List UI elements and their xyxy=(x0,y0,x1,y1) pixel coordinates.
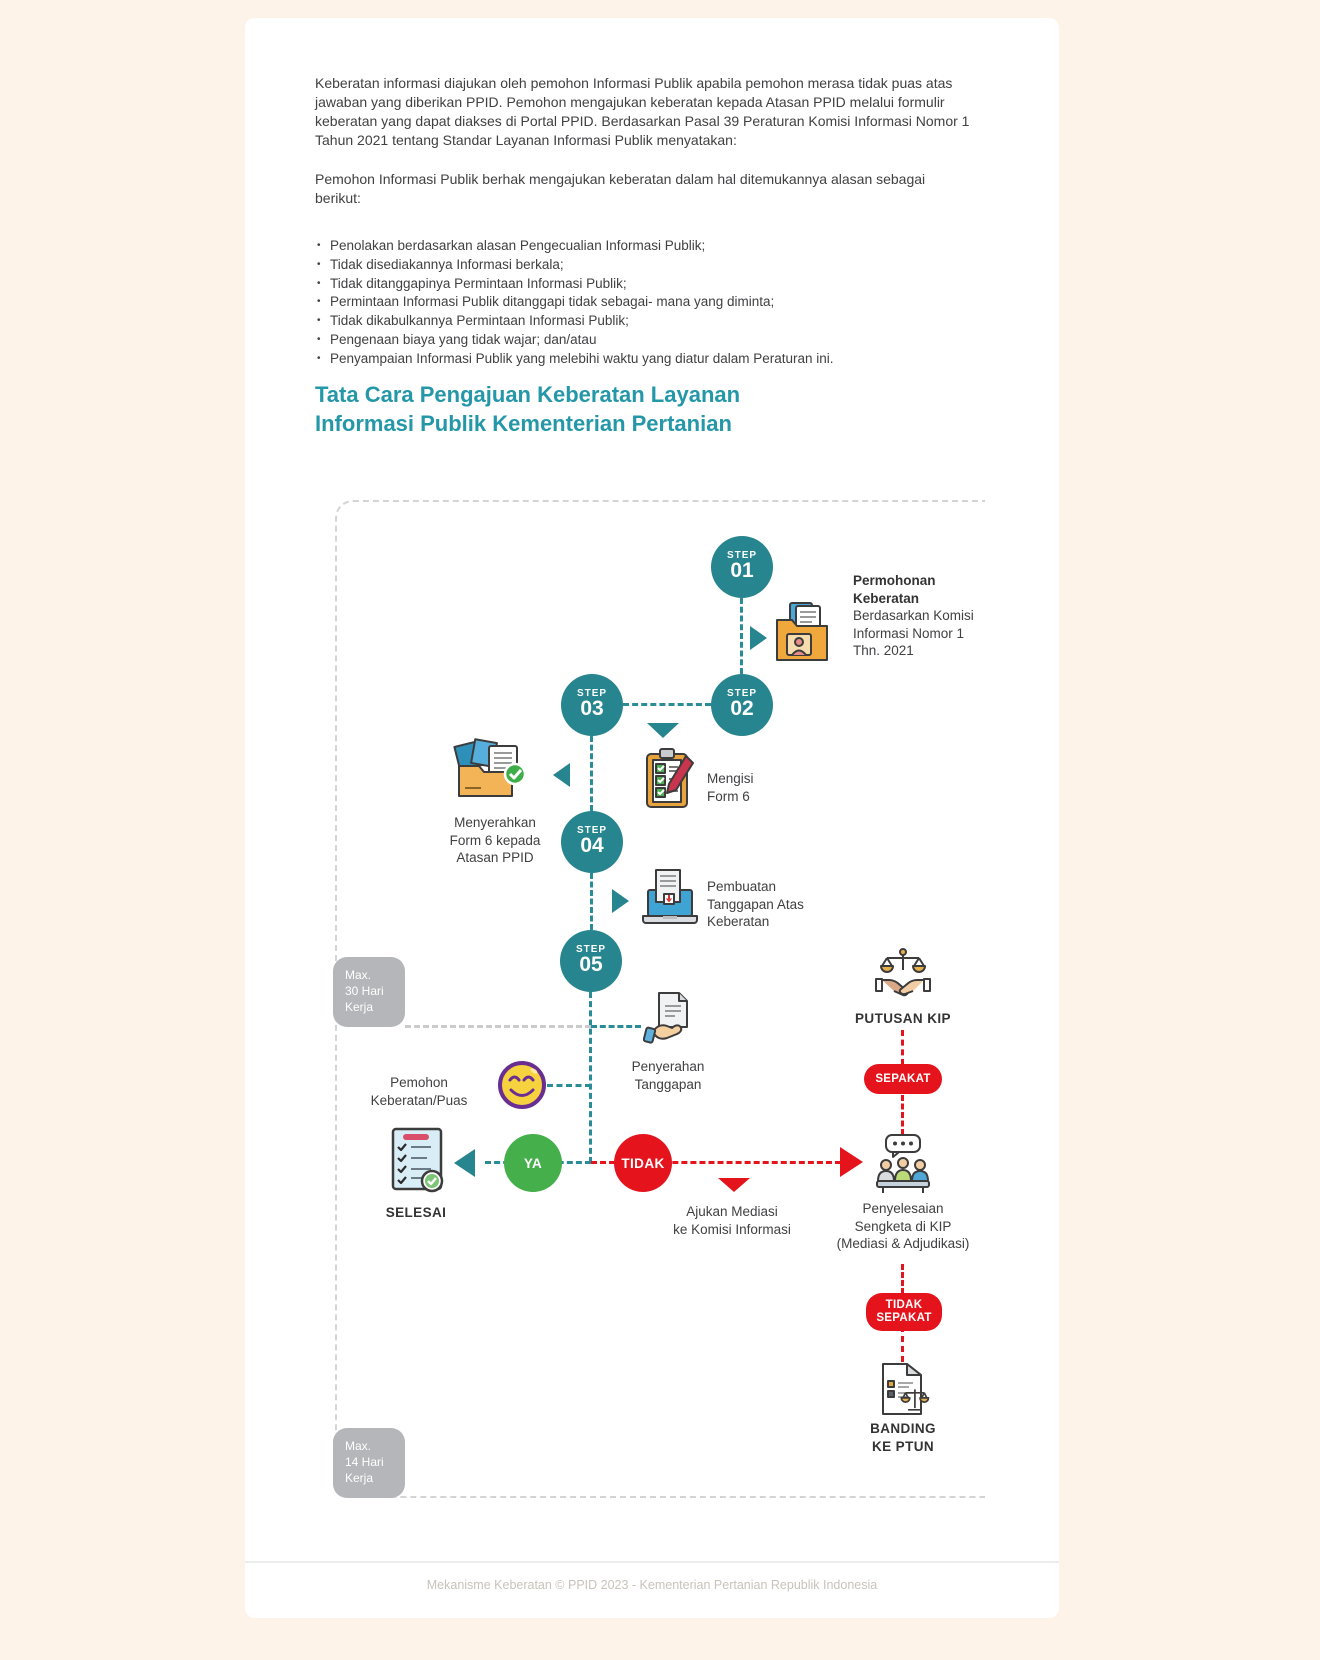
arrow-right-icon xyxy=(750,626,767,650)
label-line: (Mediasi & Adjudikasi) xyxy=(836,1236,970,1251)
intro-paragraph: Keberatan informasi diajukan oleh pemohon Informasi Publik apabila pemohon merasa tidak puas atas jawaban yang diberikan PPID. Pemohon mengajukan keberatan kepada Atasan PPID melalui formulir keberatan yang dapat diakses di Portal PPID. Berdasarkan Pasal 39 Peraturan Komisi Informasi Nomor 1 Tahun 2021 tentang Standar Layanan Informasi Publik menyatakan: xyxy=(315,75,970,148)
badge-line: Max. xyxy=(345,1439,372,1453)
step-circle-01 xyxy=(711,536,773,598)
label-line: Keberatan/Puas xyxy=(370,1092,468,1108)
duration-badge-30-days xyxy=(333,957,405,1027)
connector-step3-step4 xyxy=(590,736,593,811)
reason-item: • Penyampaian Informasi Publik yang melebihi waktu yang diatur dalam Peraturan ini. xyxy=(315,350,975,369)
label-line: Pemohon xyxy=(390,1075,448,1090)
label-line: Berdasarkan Komisi xyxy=(853,608,974,623)
reason-item: • Tidak dikabulkannya Permintaan Informasi Publik; xyxy=(315,312,975,331)
step-number: 02 xyxy=(730,697,754,720)
connector-hand xyxy=(591,1025,641,1028)
connector-step5-decision xyxy=(589,992,592,1163)
scales-handshake-icon xyxy=(874,946,932,1009)
connector-smiley xyxy=(547,1084,591,1087)
footer-text: Mekanisme Keberatan © PPID 2023 - Kementerian Pertanian Republik Indonesia xyxy=(426,1578,878,1592)
section-heading xyxy=(315,380,740,438)
step-number: 03 xyxy=(580,697,604,720)
arrow-down-red-icon xyxy=(718,1178,750,1192)
badge-line: Max. xyxy=(345,968,372,982)
connector-putusan-sepakat xyxy=(901,1030,904,1065)
label-line: Pembuatan xyxy=(707,879,777,894)
arrow-right-icon xyxy=(612,889,629,913)
badge-line: 14 Hari xyxy=(345,1455,384,1469)
badge-line: Kerja xyxy=(345,1000,374,1014)
banding-label xyxy=(843,1420,963,1455)
step5-label xyxy=(608,1058,728,1093)
duration-badge-14-days xyxy=(333,1428,405,1498)
connector-step1-step2 xyxy=(740,598,743,674)
badge-line: SEPAKAT xyxy=(876,1312,932,1324)
rights-paragraph: Pemohon Informasi Publik berhak mengajukan keberatan dalam hal ditemukannya alasan sebagai berikut: xyxy=(315,171,926,206)
label-line: KE PTUN xyxy=(871,1438,935,1454)
label-line: Sengketa di KIP xyxy=(854,1218,952,1234)
footer-divider xyxy=(245,1561,1059,1563)
label-line: BANDING xyxy=(870,1421,936,1436)
label-line: Permohonan xyxy=(853,573,936,588)
reason-item: • Pengenaan biaya yang tidak wajar; dan/atau xyxy=(315,331,975,350)
badge-line: 30 Hari xyxy=(345,984,384,998)
mediation-meeting-icon xyxy=(873,1133,933,1200)
laptop-response-icon xyxy=(641,868,699,933)
label-line: Menyerahkan xyxy=(454,815,536,830)
label-line: Thn. 2021 xyxy=(853,643,914,658)
label-line: Informasi Nomor 1 xyxy=(853,625,965,641)
putusan-label: PUTUSAN KIP xyxy=(855,1011,951,1026)
reason-item: • Tidak ditanggapinya Permintaan Informasi Publik; xyxy=(315,275,975,294)
reason-item: • Penolakan berdasarkan alasan Pengecualian Informasi Publik; xyxy=(315,237,975,256)
label-line: Atasan PPID xyxy=(456,850,534,865)
decision-ya: YA xyxy=(504,1134,562,1192)
decision-tidak: TIDAK xyxy=(614,1134,672,1192)
heading-line-1: Tata Cara Pengajuan Keberatan Layanan xyxy=(315,382,741,407)
arrow-left-icon xyxy=(454,1149,475,1177)
step-circle-05 xyxy=(560,930,622,992)
connector-badge30 xyxy=(405,1025,591,1028)
step-circle-03 xyxy=(561,674,623,736)
step-number: 04 xyxy=(580,834,604,857)
label-line: Keberatan xyxy=(707,914,770,929)
smiley-icon xyxy=(496,1059,548,1116)
connector-kip-tidaksepakat xyxy=(901,1264,904,1294)
selesai-label: SELESAI xyxy=(385,1205,447,1220)
court-appeal-icon xyxy=(875,1360,931,1423)
label-line: Ajukan Mediasi xyxy=(686,1204,778,1219)
step-word: STEP xyxy=(726,550,758,561)
reason-item: • Tidak disediakannya Informasi berkala; xyxy=(315,256,975,275)
reasons-list xyxy=(315,237,975,369)
step-word: STEP xyxy=(576,825,608,836)
page-card xyxy=(245,18,1059,1618)
label-line: Tanggapan Atas xyxy=(707,896,804,912)
connector-sepakat-kip xyxy=(901,1095,904,1135)
heading-line-2: Informasi Publik Kementerian Pertanian xyxy=(315,411,732,436)
step2-label xyxy=(707,770,754,805)
tidak-sepakat-badge xyxy=(866,1293,942,1331)
checklist-form-icon xyxy=(643,746,695,815)
connector-step4-step5 xyxy=(590,873,593,930)
step4-label xyxy=(707,878,804,931)
folder-application-icon xyxy=(773,600,831,669)
step-word: STEP xyxy=(575,944,607,955)
step1-label xyxy=(853,572,974,660)
submit-folder-icon xyxy=(451,738,535,807)
connector-tidaksepakat-banding xyxy=(901,1326,904,1362)
hand-document-icon xyxy=(643,990,697,1055)
label-line: Penyelesaian xyxy=(862,1201,944,1216)
pemohon-label xyxy=(349,1074,489,1109)
step-circle-02 xyxy=(711,674,773,736)
step-word: STEP xyxy=(726,688,758,699)
step-word: STEP xyxy=(576,688,608,699)
reason-item: • Permintaan Informasi Publik ditanggapi tidak sebagai- mana yang diminta; xyxy=(315,293,975,312)
connector-step2-step3 xyxy=(623,703,711,706)
step-circle-04 xyxy=(561,811,623,873)
label-line: Form 6 kepada xyxy=(449,832,541,848)
label-line: Penyerahan xyxy=(631,1059,705,1074)
step-number: 05 xyxy=(579,953,603,976)
done-checklist-icon xyxy=(385,1126,447,1199)
label-line: Tanggapan xyxy=(634,1076,702,1092)
arrow-left-icon xyxy=(553,763,570,787)
step-number: 01 xyxy=(730,559,754,582)
label-line: Form 6 xyxy=(707,788,750,804)
arrow-right-red-icon xyxy=(840,1147,863,1177)
step3-label xyxy=(425,814,565,867)
sepakat-badge: SEPAKAT xyxy=(864,1064,942,1094)
badge-line: Kerja xyxy=(345,1471,374,1485)
badge-line: TIDAK xyxy=(885,1299,923,1311)
label-line: ke Komisi Informasi xyxy=(673,1221,791,1237)
label-line: Mengisi xyxy=(707,771,754,786)
sengketa-label xyxy=(823,1200,983,1253)
arrow-down-icon xyxy=(647,723,679,738)
label-line: Keberatan xyxy=(853,590,920,606)
mediasi-label xyxy=(657,1203,807,1238)
